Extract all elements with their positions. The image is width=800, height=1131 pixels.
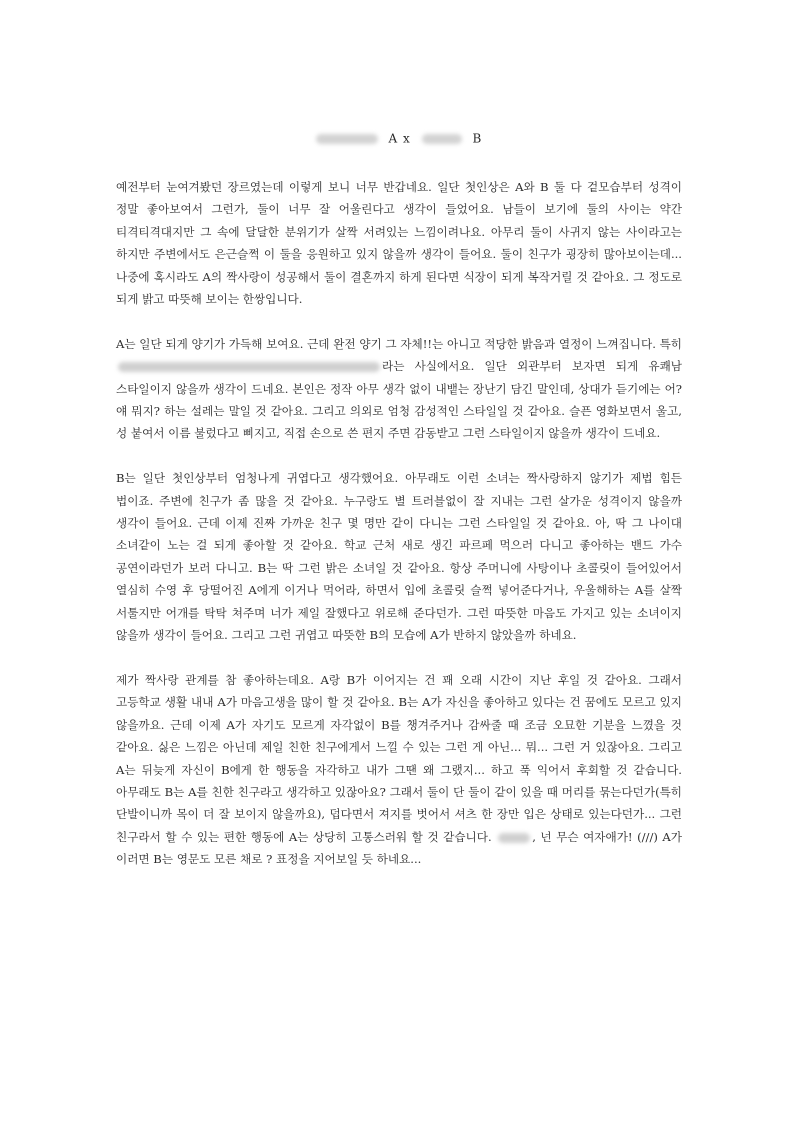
paragraph-relationship-after: , 넌 무슨 여자애가! (///) A가 이러면 B는 영문도 모른 채로 ? 표정을 지어보일 듯 하네요...	[116, 829, 682, 867]
paragraph-a-after: 라는 사실에서요. 일단 외관부터 보자면 되게 유쾌남 스타일이지 않을까 생각이 드네요. 본인은 정작 아무 생각 없이 내뱉는 장난기 담긴 말인데, 상대가 듣기에는 어? 얘 뭐지? 하는 설레는 말일 것 같아요. 그리고 의외로 엄청 감성적인 스타일일 것 같아요. 슬픈 영화보면서 울고, 성 붙여서 이름 불렀다고 삐지고, 직접 손으로 쓴 편지 주면 감동받고 그런 스타일이지 않을까 생각이 드네요.	[116, 359, 682, 441]
title-right-letter: B	[472, 131, 483, 146]
paragraph-relationship	[116, 669, 682, 871]
paragraph-b-text: B는 일단 첫인상부터 엄청나게 귀엽다고 생각했어요. 아무래도 이런 소녀는 짝사랑하지 않기가 제법 힘든 법이죠. 주변에 친구가 좀 많을 것 같아요. 누구랑도 별 트러블없이 잘 지내는 그런 살가운 성격이지 않을까 생각이 들어요. 근데 이제 진짜 가까운 친구 몇 명만 같이 다니는 그런 스타일일 것 같아요. 아, 딱 그 나이대 소녀같이 노는 걸 되게 좋아할 것 같아요. 학교 근처 새로 생긴 파르페 먹으러 다니고 좋아하는 밴드 가수 공연이라던가 보러 다니고. B는 딱 그런 밝은 소녀일 것 같아요. 항상 주머니에 사탕이나 초콜릿이 들어있어서 열심히 수영 후 당떨어진 A에게 이거나 먹어라, 하면서 입에 초콜릿 슬쩍 넣어준다거나, 우울해하는 A를 살짝 서툴지만 어개를 탁탁 쳐주며 너가 제일 잘했다고 위로해 준다던가. 그런 따뜻한 마음도 가지고 있는 소녀이지 않을까 생각이 들어요. 그리고 그런 귀엽고 따뜻한 B의 모습에 A가 반하지 않았을까 하네요.	[116, 471, 682, 643]
paragraph-intro	[116, 176, 682, 310]
redacted-name	[498, 833, 530, 843]
paragraph-relationship-before: 제가 짝사랑 관계를 참 좋아하는데요. A랑 B가 이어지는 건 꽤 오래 시간이 지난 후일 것 같아요. 그래서 고등학교 생활 내내 A가 마음고생을 많이 할 것 같아요. B는 A가 자신을 좋아하고 있다는 건 꿈에도 모르고 있지 않을까요. 근데 이제 A가 자기도 모르게 자각없이 B를 챙겨주거나 감싸줄 때 조금 오묘한 기분을 느꼈을 것 같아요. 싫은 느낌은 아닌데 제일 친한 친구에게서 느낄 수 있는 그런 게 아닌... 뭐... 그런 거 있잖아요. 그리고 A는 뒤늦게 자신이 B에게 한 행동을 자각하고 내가 그땐 왜 그랬지... 하고 푹 익어서 후회할 것 같습니다. 아무래도 B는 A를 친한 친구라고 생각하고 있잖아요? 그래서 둘이 단 둘이 같이 있을 때 머리를 묶는다던가(특히 단발이니까 목이 더 잘 보이지 않을까요), 덥다면서 져지를 벗어서 셔츠 한 장만 입은 상태로 있는다던가... 그런 친구라서 할 수 있는 편한 행동에 A는 상당히 고통스러워 할 것 같습니다.	[116, 672, 682, 844]
paragraph-a-before: A는 일단 되게 양기가 가득해 보여요. 근데 완전 양기 그 자체!!는 아니고 적당한 밝음과 열정이 느껴집니다. 특히	[116, 336, 682, 351]
paragraph-character-a	[116, 333, 682, 445]
title-connector: x	[403, 131, 411, 146]
redacted-text	[118, 362, 380, 372]
paragraph-intro-text: 예전부터 눈여겨봤던 장르였는데 이렇게 보니 너무 반갑네요. 일단 첫인상은 A와 B 둘 다 겉모습부터 성격이 정말 좋아보여서 그런가, 둘이 너무 잘 어울린다고 생각이 들었어요. 남들이 보기에 둘의 사이는 약간 티격티격대지만 그 속에 달달한 분위기가 살짝 서려있는 느낌이려나요. 아무리 둘이 사귀지 않는 사이라고는 하지만 주변에서도 은근슬쩍 이 둘을 응원하고 있지 않을까 생각이 들어요. 둘이 친구가 굉장히 많아보이는데... 나중에 혹시라도 A의 짝사랑이 성공해서 둘이 결혼까지 하게 된다면 식장이 되게 복작거릴 것 같아요. 그 정도로 되게 밝고 따뜻해 보이는 한쌍입니다.	[116, 180, 682, 307]
document-page	[116, 128, 682, 893]
document-title	[116, 128, 682, 148]
paragraph-character-b	[116, 467, 682, 646]
redacted-name-b	[422, 134, 462, 144]
title-left-letter: A	[388, 131, 399, 146]
redacted-name-a	[316, 134, 378, 144]
